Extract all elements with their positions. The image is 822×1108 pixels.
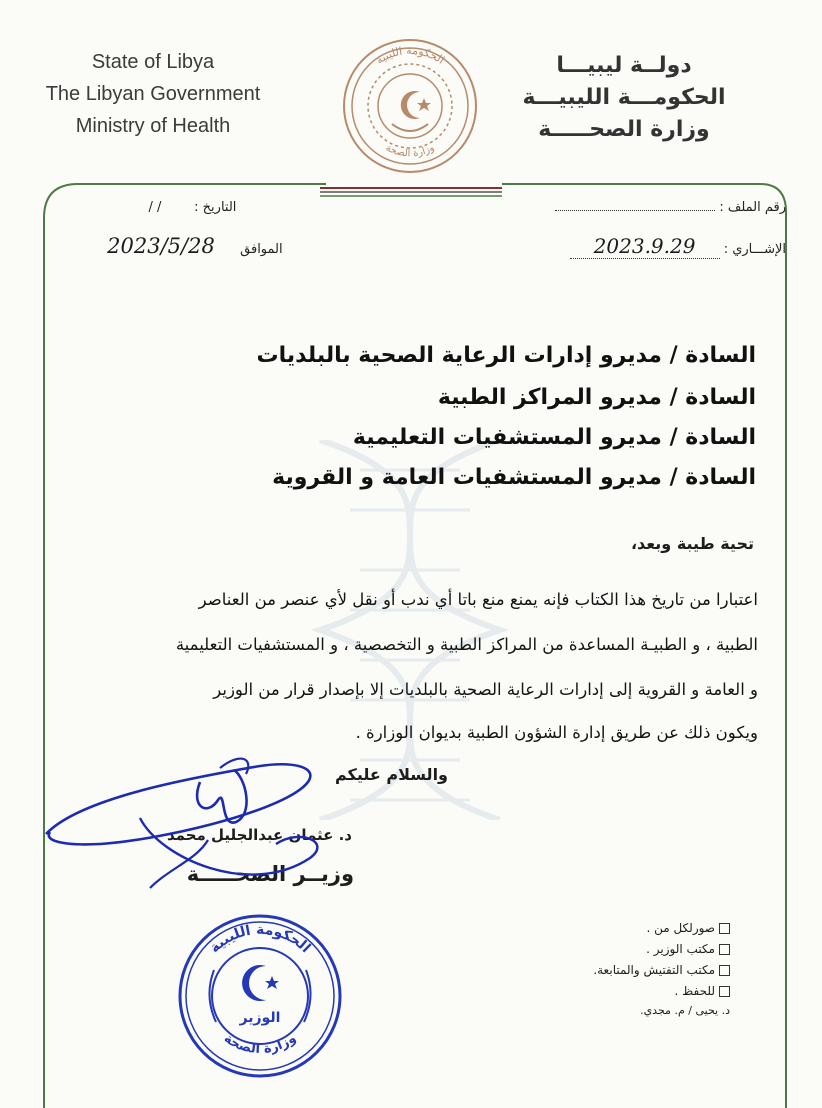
svg-text:وزارة الصحة bbox=[384, 142, 437, 159]
copies-item-text: مكتب التفتيش والمتابعة. bbox=[593, 963, 715, 977]
checkbox-icon bbox=[719, 986, 730, 997]
addressee-line-3: السادة / مديرو المستشفيات التعليمية bbox=[352, 425, 756, 450]
checkbox-icon bbox=[719, 944, 730, 955]
svg-text:الحكومة الليبية bbox=[207, 922, 314, 956]
reference-field bbox=[570, 234, 786, 259]
addressee-line-4: السادة / مديرو المستشفيات العامة و القروية bbox=[272, 465, 756, 490]
handwritten-signature bbox=[40, 748, 340, 908]
addressee-line-2: السادة / مديرو المراكز الطبية bbox=[437, 385, 756, 410]
emblem-ring-top-text: الحكومة الليبية bbox=[373, 43, 447, 67]
date-field bbox=[120, 200, 236, 215]
checkbox-icon bbox=[719, 923, 730, 934]
reference-value: 2023.9.29 bbox=[570, 234, 720, 259]
body-line-4: ويكون ذلك عن طريق إدارة الشؤون الطبية بديوان الوزارة . bbox=[355, 723, 758, 742]
header-arabic-line-3: وزارة الصحـــــة bbox=[538, 117, 710, 142]
date-label: التاريخ : bbox=[194, 200, 237, 215]
copies-item-text: صورلكل من . bbox=[646, 921, 715, 935]
date-value: / / bbox=[148, 200, 162, 215]
svg-text:وزارة الصحة bbox=[221, 1031, 299, 1057]
corresponding-label: الموافق bbox=[240, 242, 283, 257]
signer-name: د. عثمان عبدالجليل محمد bbox=[167, 826, 352, 844]
copies-item bbox=[593, 918, 730, 939]
copies-item-text: للحفظ . bbox=[674, 984, 715, 998]
checkbox-icon bbox=[719, 965, 730, 976]
stamp-ring-text: الحكومة الليبية bbox=[206, 922, 314, 957]
header-english-line-3: Ministry of Health bbox=[75, 115, 231, 137]
copies-item bbox=[593, 939, 730, 960]
header-english bbox=[28, 46, 278, 142]
header-arabic bbox=[494, 50, 754, 146]
official-stamp-icon bbox=[174, 910, 346, 1082]
typist-initials: د. يحيى / م. مجدي. bbox=[640, 1004, 730, 1017]
reference-label: الإشـــاري : bbox=[723, 242, 786, 257]
svg-text:الحكومة الليبية bbox=[373, 44, 447, 67]
ministry-emblem-icon bbox=[336, 26, 484, 186]
body-line-3: و العامة و القروية إلى إدارات الرعاية الصحية بالبلديات إلا بإصدار قرار من الوزير bbox=[213, 680, 758, 699]
header-arabic-line-1: دولــة ليبيـــا bbox=[556, 53, 692, 78]
header-arabic-line-2: الحكومـــة الليبيـــة bbox=[522, 85, 726, 110]
header-english-line-1: State of Libya bbox=[91, 51, 215, 73]
file-number-label: رقم الملف : bbox=[719, 200, 786, 215]
signer-title: وزيــر الصحـــــة bbox=[186, 862, 354, 886]
copies-item bbox=[593, 960, 730, 981]
body-line-2: الطبية ، و الطبيـة المساعدة من المراكز الطبية و التخصصية ، و المستشفيات التعليمية bbox=[175, 635, 758, 654]
corresponding-value: 2023/5/28 bbox=[107, 234, 215, 258]
addressee-line-1: السادة / مديرو إدارات الرعاية الصحية بالبلديات bbox=[256, 343, 756, 368]
file-number-field bbox=[555, 200, 786, 215]
copies-list bbox=[593, 918, 730, 1002]
greeting: تحية طيبة وبعد، bbox=[630, 534, 754, 553]
copies-item-text: مكتب الوزير . bbox=[646, 942, 715, 956]
stamp-bottom-text: وزارة الصحة bbox=[220, 1031, 300, 1057]
corresponding-date-field bbox=[86, 234, 283, 258]
emblem-ring-bottom-text: وزارة الصحة bbox=[383, 142, 437, 160]
copies-item bbox=[593, 981, 730, 1002]
body-line-1: اعتبارا من تاريخ هذا الكتاب فإنه يمنع منع باتا أي ندب أو نقل لأي عنصر من العناصر bbox=[198, 590, 758, 609]
header-english-line-2: The Libyan Government bbox=[45, 83, 261, 105]
closing: والسلام عليكم bbox=[334, 765, 448, 784]
stamp-center-text: الوزير bbox=[239, 1010, 281, 1026]
